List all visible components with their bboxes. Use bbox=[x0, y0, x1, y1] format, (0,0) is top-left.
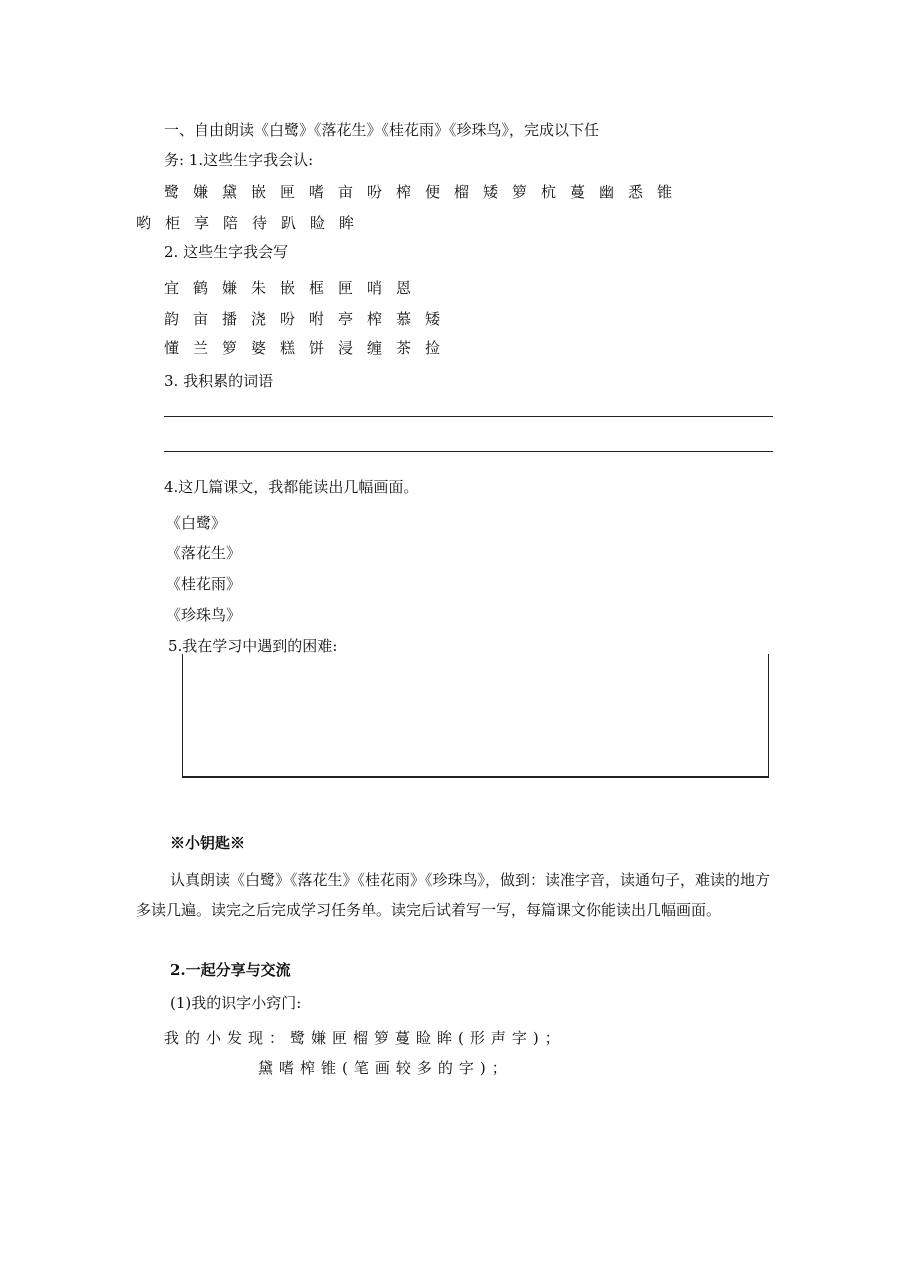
text-title-luohuasheng: 《落花生》 bbox=[166, 544, 242, 562]
words-answer-line-2[interactable] bbox=[164, 451, 773, 452]
write-chars-row3: 懂兰箩婆糕饼浸缠茶捡 bbox=[164, 339, 455, 357]
write-chars-row2: 韵亩播浇吩咐亭榨慕矮 bbox=[164, 310, 455, 328]
share-finding-2: 黛嗜榨锥(笔画较多的字)； bbox=[258, 1059, 513, 1077]
text-title-guihuayu: 《桂花雨》 bbox=[166, 575, 242, 593]
tips-body: 认真朗读《白鹭》《落花生》《桂花雨》《珍珠鸟》，做到：读准字音，读通句子，难读的地方多读几遍。读完之后完成学习任务单。读完后试着写一写，每篇课文你能读出几幅画面。 bbox=[136, 871, 771, 919]
task-intro-line1: 一、自由朗读《白鹭》《落花生》《桂花雨》《珍珠鸟》，完成以下任 bbox=[164, 121, 600, 139]
words-answer-line-1[interactable] bbox=[164, 416, 773, 417]
difficulty-answer-box[interactable] bbox=[182, 654, 769, 778]
recognize-chars-row2: 哟柜享陪待趴睑眸 bbox=[136, 214, 369, 232]
text-title-zhenzhuniao: 《珍珠鸟》 bbox=[166, 606, 242, 624]
recognize-chars-row1: 鹭嫌黛嵌匣嗜亩吩榨便榴矮箩杭蔓幽悉锥 bbox=[164, 183, 687, 201]
write-chars-row1: 宜鹤嫌朱嵌框匣哨恩 bbox=[164, 279, 426, 297]
task-intro-line2: 务: 1.这些生字我会认: bbox=[164, 151, 314, 169]
share-subtitle: (1)我的识字小窍门: bbox=[170, 994, 302, 1012]
share-title: 2.一起分享与交流 bbox=[170, 961, 291, 979]
scenes-title: 4.这几篇课文，我都能读出几幅画面。 bbox=[164, 478, 419, 496]
share-finding-1: 我的小发现：鹭嫌匣榴箩蔓睑眸(形声字)； bbox=[164, 1029, 566, 1047]
difficulty-title: 5.我在学习中遇到的困难: bbox=[168, 637, 338, 655]
words-title: 3. 我积累的词语 bbox=[164, 372, 274, 390]
write-chars-title: 2. 这些生字我会写 bbox=[164, 243, 289, 261]
tips-title: ※小钥匙※ bbox=[170, 834, 246, 852]
text-title-bailu: 《白鹭》 bbox=[166, 514, 227, 532]
